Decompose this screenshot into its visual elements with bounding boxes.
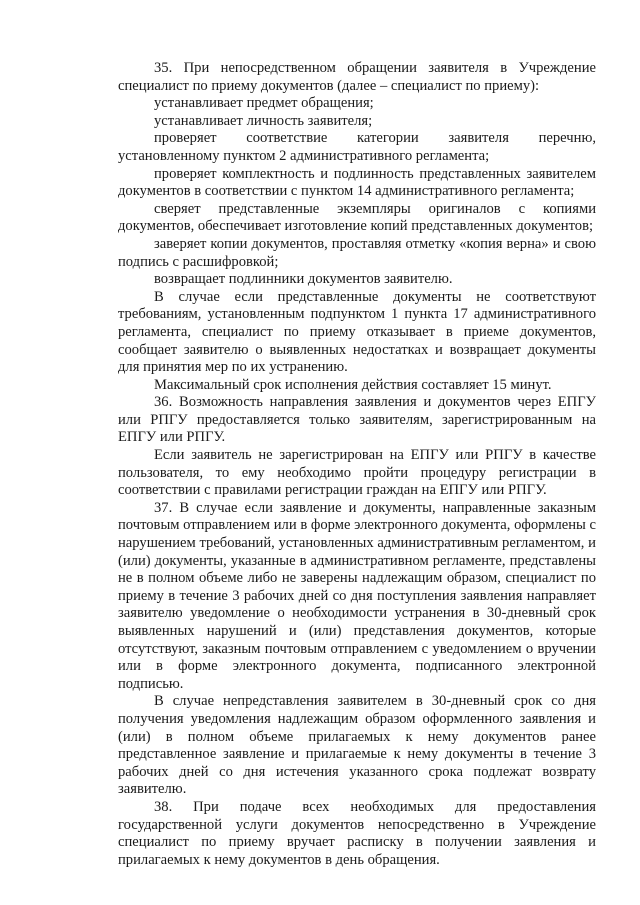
paragraph-35-intro: 35. При непосредственном обращении заявителя в Учреждение специалист по приему документов (далее – специалист по приему):	[118, 60, 596, 94]
paragraph-35-item-1: устанавливает предмет обращения;	[154, 95, 374, 112]
paragraph-35-item-5: сверяет представленные экземпляры оригиналов с копиями документов, обеспечивает изготовление копий представленных документов;	[118, 200, 596, 235]
document-body	[118, 60, 596, 869]
paragraph-38: 38. При подаче всех необходимых для предоставления государственной услуги документов непосредственно в Учреждение специалист по приему вручает расписку в получении заявления и прилагаемых к нему документов в день обращения.	[118, 798, 596, 868]
paragraph-36-registration: Если заявитель не зарегистрирован на ЕПГУ или РПГУ в качестве пользователя, то ему необходимо пройти процедуру регистрации в соответствии с правилами регистрации граждан на ЕПГУ или РПГУ.	[118, 447, 596, 499]
paragraph-35-refusal: В случае если представленные документы не соответствуют требованиям, установленным подпунктом 1 пункта 17 административного регламента, специалист по приему отказывает в приеме документов, сообщает заявителю о выявленных недостатках и возвращает документы для принятия мер по их устранению.	[118, 288, 596, 376]
paragraph-36: 36. Возможность направления заявления и документов через ЕПГУ или РПГУ предоставляется только заявителям, зарегистрированным на ЕПГУ или РПГУ.	[118, 394, 596, 446]
paragraph-35-deadline: Максимальный срок исполнения действия составляет 15 минут.	[154, 376, 552, 393]
paragraph-35-item-6: заверяет копии документов, проставляя отметку «копия верна» и свою подпись с расшифровкой;	[118, 235, 596, 270]
paragraph-35-item-7: возвращает подлинники документов заявителю.	[154, 271, 453, 288]
paragraph-35-item-3: проверяет соответствие категории заявителя перечню, установленному пунктом 2 административного регламента;	[118, 130, 596, 164]
paragraph-35-item-4: проверяет комплектность и подлинность представленных заявителем документов в соответствии с пунктом 14 административного регламента;	[118, 165, 596, 200]
paragraph-35-item-2: устанавливает личность заявителя;	[154, 112, 373, 129]
paragraph-37: 37. В случае если заявление и документы, направленные заказным почтовым отправлением или в форме электронного документа, оформлены с нарушением требований, установленных административным регламентом, и (или) документы, указанные в административном регламенте, представлены не в полном объеме либо не заверены надлежащим образом, специалист по приему в течение 3 рабочих дней со дня поступления заявления направляет заявителю уведомление о необходимости устранения в 30-дневный срок выявленных нарушений и (или) представления документов, которые отсутствуют, заказным почтовым отправлением с уведомлением о вручении или в форме электронного документа, подписанного электронной подписью.	[118, 499, 596, 692]
paragraph-37-return: В случае непредставления заявителем в 30-дневный срок со дня получения уведомления надлежащим образом оформленного заявления и (или) в полном объеме прилагаемых к нему документов ранее представленное заявление и прилагаемые к нему документы в течение 3 рабочих дней со дня истечения указанного срока подлежат возврату заявителю.	[118, 693, 596, 798]
